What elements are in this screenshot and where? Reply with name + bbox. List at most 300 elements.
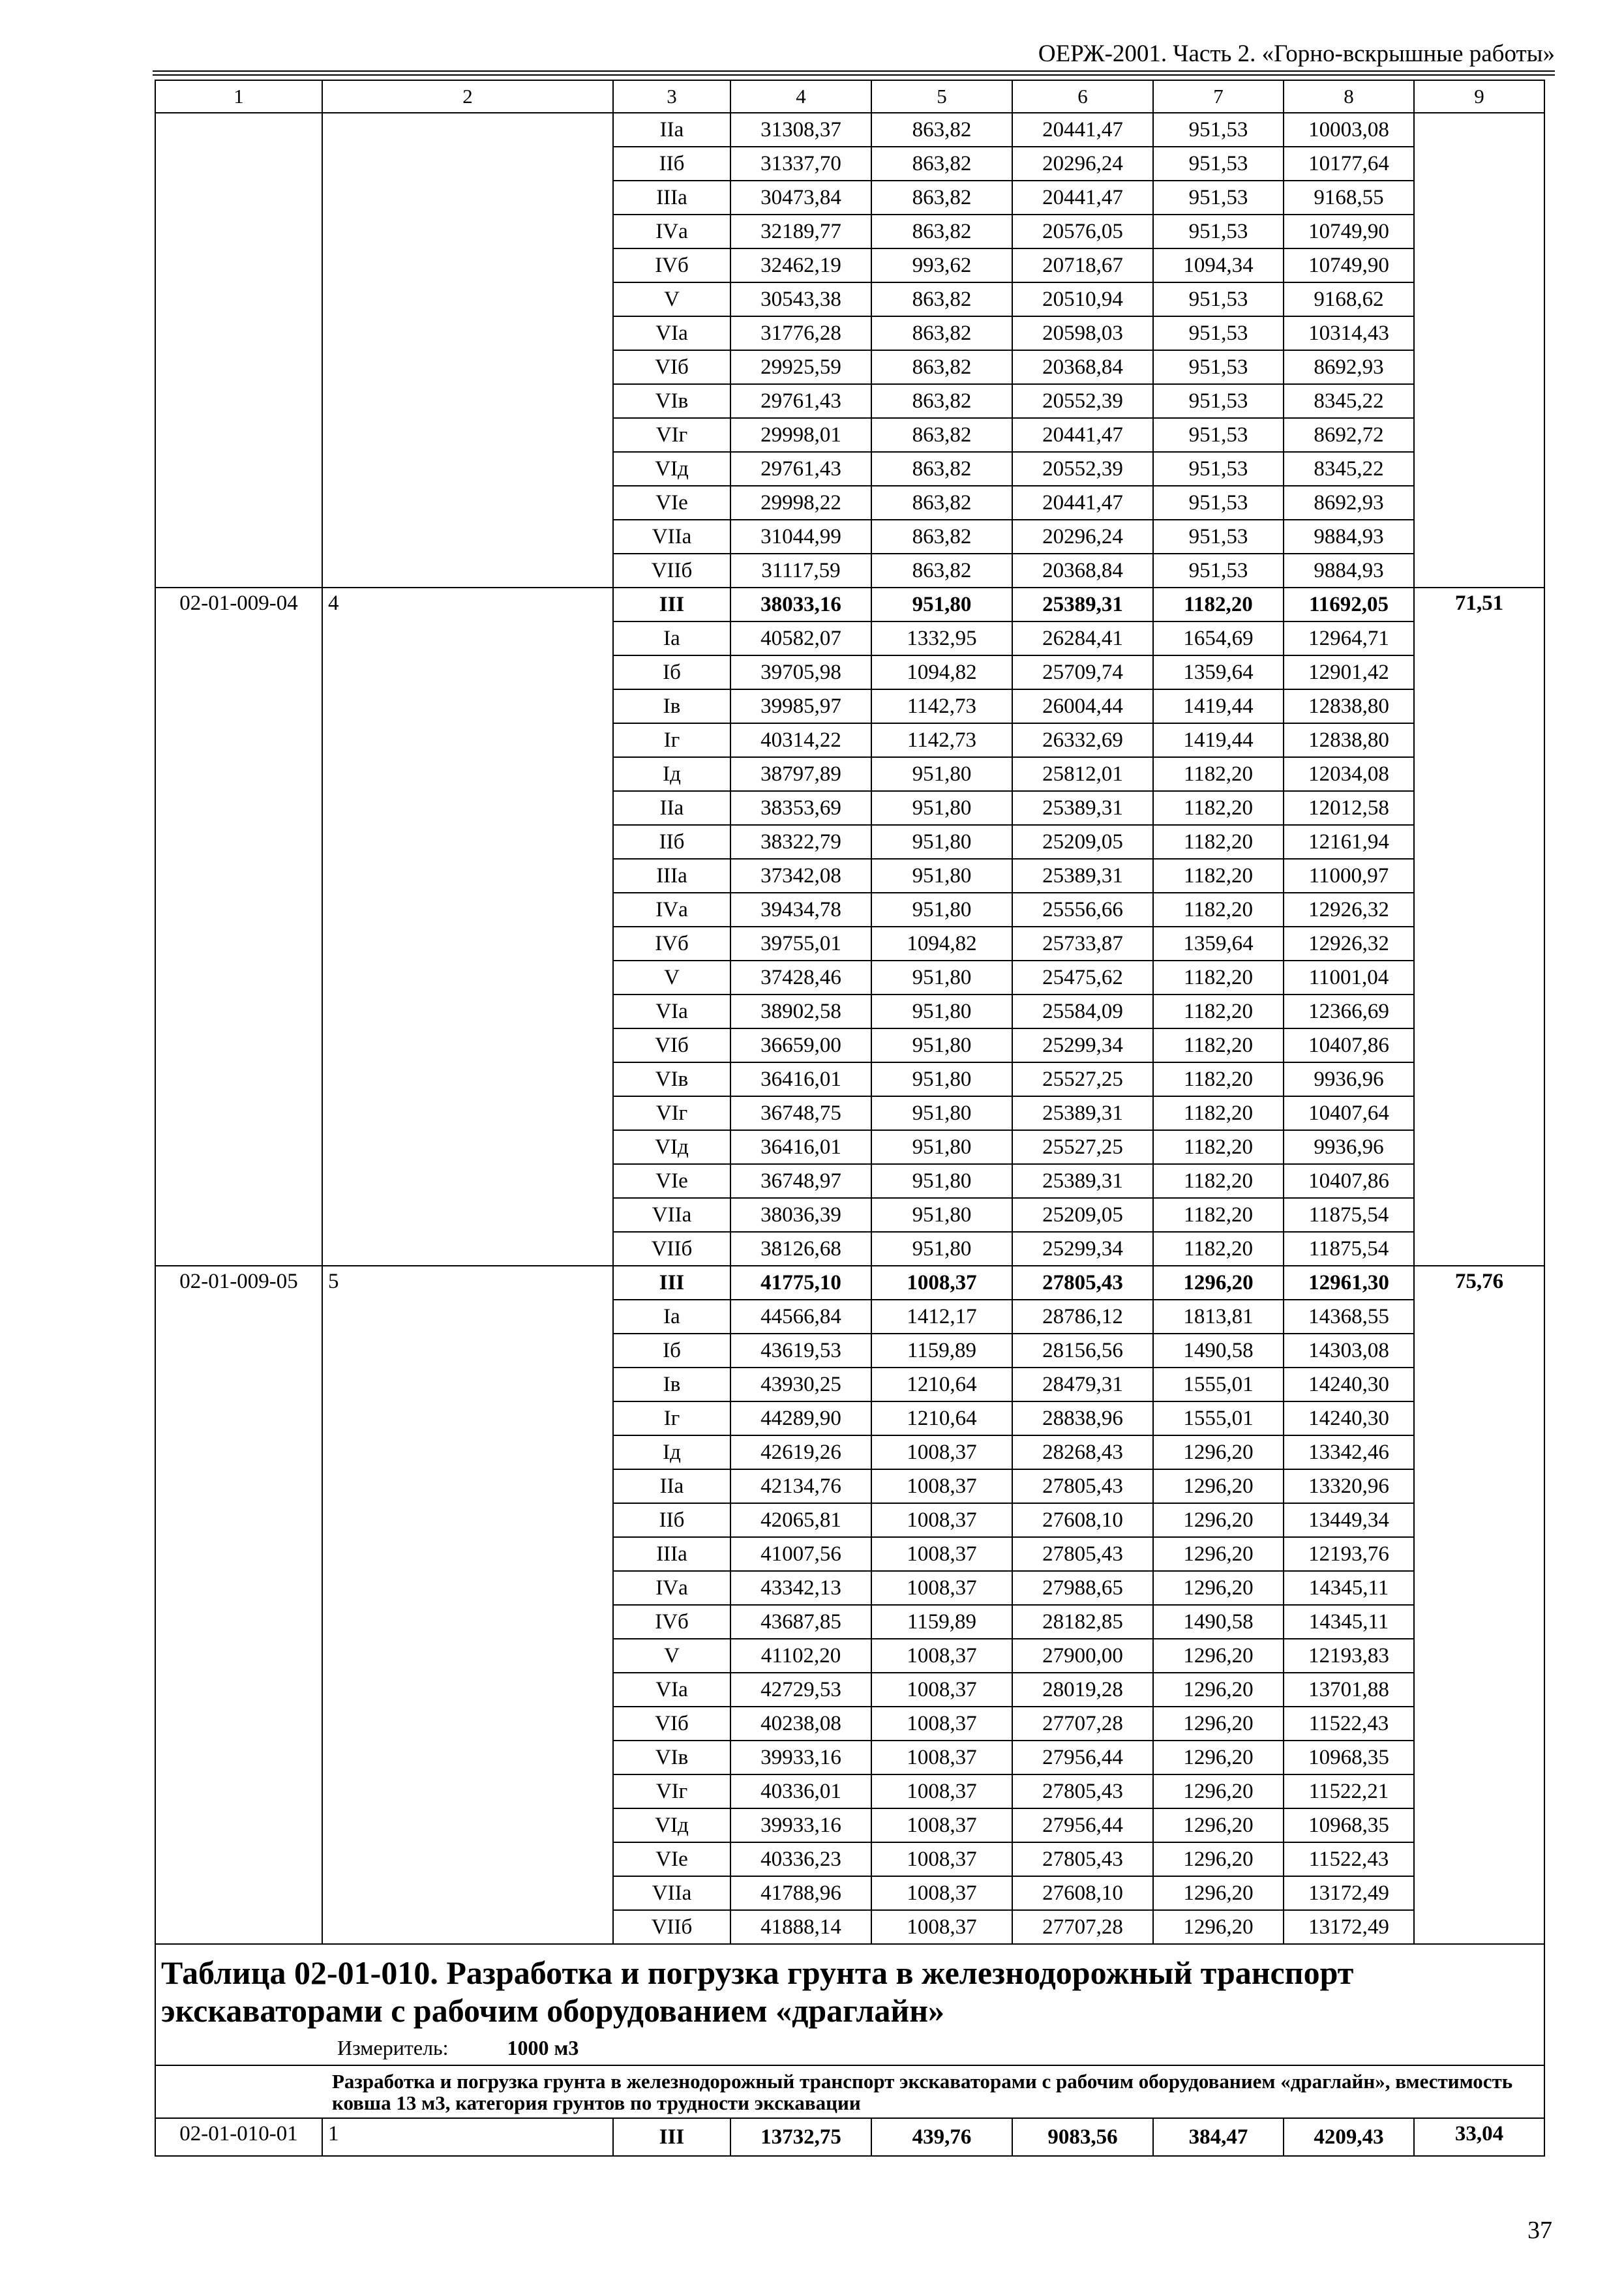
value-col5: 863,82 (871, 282, 1012, 316)
value-col5: 1210,64 (871, 1401, 1012, 1435)
value-col5: 1008,37 (871, 1707, 1012, 1741)
table-010-title-line2: экскаваторами с рабочим оборудованием «драглайн» (161, 1992, 945, 2029)
value-col4: 29761,43 (730, 452, 871, 486)
value-col8: 11692,05 (1284, 588, 1414, 621)
value-col8: 10314,43 (1284, 316, 1414, 350)
value-col6: 27707,28 (1012, 1910, 1153, 1944)
table-010-title-line1: Таблица 02-01-010. Разработка и погрузка грунта в железнодорожный транспорт (161, 1954, 1354, 1991)
soil-category: VIе (613, 1164, 730, 1198)
value-col7: 1182,20 (1153, 588, 1284, 621)
value-col6: 25389,31 (1012, 588, 1153, 621)
meter-value: 1000 м3 (507, 2036, 579, 2059)
value-col7: 951,53 (1153, 350, 1284, 384)
soil-category: VIIа (613, 1198, 730, 1232)
value-col6: 28019,28 (1012, 1673, 1153, 1707)
value-col7: 1654,69 (1153, 621, 1284, 655)
value-col4: 42065,81 (730, 1503, 871, 1537)
value-col7: 1555,01 (1153, 1368, 1284, 1401)
value-col6: 25389,31 (1012, 1164, 1153, 1198)
soil-category: VIг (613, 418, 730, 452)
soil-category: IIа (613, 113, 730, 147)
value-col8: 12161,94 (1284, 825, 1414, 859)
value-col9: 33,04 (1414, 2118, 1544, 2156)
value-col5: 951,80 (871, 1062, 1012, 1096)
value-col7: 1296,20 (1153, 1435, 1284, 1469)
soil-category: IVа (613, 215, 730, 248)
value-col6: 25209,05 (1012, 1198, 1153, 1232)
row-number: 4 (322, 588, 613, 1266)
value-col5: 1008,37 (871, 1469, 1012, 1503)
value-col8: 12193,76 (1284, 1537, 1414, 1571)
soil-category: IVб (613, 1605, 730, 1639)
column-number: 3 (613, 80, 730, 113)
soil-category: Iд (613, 1435, 730, 1469)
soil-category: VIв (613, 384, 730, 418)
value-col5: 1008,37 (871, 1537, 1012, 1571)
table-010-title-cell (155, 1944, 1544, 2065)
soil-category: IIб (613, 1503, 730, 1537)
column-number: 6 (1012, 80, 1153, 113)
value-col5: 951,80 (871, 1096, 1012, 1130)
value-col7: 1296,20 (1153, 1774, 1284, 1808)
value-col5: 863,82 (871, 215, 1012, 248)
rates-table (155, 80, 1545, 2157)
value-col5: 1210,64 (871, 1368, 1012, 1401)
value-col6: 20576,05 (1012, 215, 1153, 248)
value-col4: 13732,75 (730, 2118, 871, 2156)
value-col6: 27956,44 (1012, 1808, 1153, 1842)
soil-category: V (613, 961, 730, 995)
value-col5: 1332,95 (871, 621, 1012, 655)
value-col5: 951,80 (871, 588, 1012, 621)
value-col8: 12901,42 (1284, 655, 1414, 689)
value-col5: 951,80 (871, 757, 1012, 791)
meter-label: Измеритель: (337, 2036, 449, 2059)
value-col6: 27608,10 (1012, 1876, 1153, 1910)
value-col4: 38126,68 (730, 1232, 871, 1266)
value-col4: 31776,28 (730, 316, 871, 350)
value-col7: 1182,20 (1153, 1198, 1284, 1232)
value-col5: 863,82 (871, 554, 1012, 588)
value-col6: 26332,69 (1012, 723, 1153, 757)
value-col8: 13449,34 (1284, 1503, 1414, 1537)
value-col8: 12012,58 (1284, 791, 1414, 825)
row-number: 5 (322, 1266, 613, 1944)
soil-category: Iб (613, 655, 730, 689)
soil-category: VIб (613, 1028, 730, 1062)
value-col9: 71,51 (1414, 588, 1544, 1266)
value-col5: 1008,37 (871, 1910, 1012, 1944)
value-col7: 384,47 (1153, 2118, 1284, 2156)
value-col7: 1419,44 (1153, 723, 1284, 757)
soil-category: VIб (613, 1707, 730, 1741)
table-010-meter (161, 2029, 1544, 2065)
value-col6: 27805,43 (1012, 1774, 1153, 1808)
value-col4: 39434,78 (730, 893, 871, 927)
value-col8: 8692,72 (1284, 418, 1414, 452)
value-col8: 12838,80 (1284, 723, 1414, 757)
value-col4: 32189,77 (730, 215, 871, 248)
value-col7: 1182,20 (1153, 825, 1284, 859)
value-col7: 1296,20 (1153, 1469, 1284, 1503)
soil-category: IIа (613, 791, 730, 825)
page-header: ОЕРЖ-2001. Часть 2. «Горно-вскрышные работы» (1038, 40, 1555, 67)
column-number: 7 (1153, 80, 1284, 113)
value-col8: 13701,88 (1284, 1673, 1414, 1707)
value-col5: 1159,89 (871, 1334, 1012, 1368)
value-col6: 20598,03 (1012, 316, 1153, 350)
value-col5: 439,76 (871, 2118, 1012, 2156)
table-010-title (161, 1945, 1544, 2029)
value-col7: 951,53 (1153, 554, 1284, 588)
value-col8: 12193,83 (1284, 1639, 1414, 1673)
value-col6: 26004,44 (1012, 689, 1153, 723)
soil-category: VIв (613, 1062, 730, 1096)
value-col8: 9884,93 (1284, 554, 1414, 588)
value-col8: 11522,43 (1284, 1707, 1414, 1741)
soil-category: IVа (613, 893, 730, 927)
header-rule (153, 70, 1555, 72)
value-col4: 39985,97 (730, 689, 871, 723)
soil-category: VIIб (613, 1232, 730, 1266)
soil-category: VIд (613, 1130, 730, 1164)
value-col8: 12838,80 (1284, 689, 1414, 723)
value-col6: 25209,05 (1012, 825, 1153, 859)
soil-category: V (613, 1639, 730, 1673)
value-col6: 27988,65 (1012, 1571, 1153, 1605)
value-col5: 951,80 (871, 1130, 1012, 1164)
value-col7: 1296,20 (1153, 1571, 1284, 1605)
value-col5: 863,82 (871, 316, 1012, 350)
value-col4: 41775,10 (730, 1266, 871, 1300)
value-col8: 11522,21 (1284, 1774, 1414, 1808)
value-col9: 75,76 (1414, 1266, 1544, 1944)
value-col8: 8345,22 (1284, 384, 1414, 418)
value-col9 (1414, 113, 1544, 588)
value-col8: 11001,04 (1284, 961, 1414, 995)
value-col7: 951,53 (1153, 418, 1284, 452)
table-row (155, 1266, 1544, 1300)
value-col8: 11522,43 (1284, 1842, 1414, 1876)
soil-category: Iб (613, 1334, 730, 1368)
value-col5: 1008,37 (871, 1673, 1012, 1707)
value-col8: 12926,32 (1284, 927, 1414, 961)
soil-category: VIа (613, 1673, 730, 1707)
value-col7: 1813,81 (1153, 1300, 1284, 1334)
soil-category: VIIб (613, 1910, 730, 1944)
value-col6: 25389,31 (1012, 791, 1153, 825)
value-col6: 25299,34 (1012, 1232, 1153, 1266)
value-col4: 42134,76 (730, 1469, 871, 1503)
soil-category: VIд (613, 1808, 730, 1842)
value-col8: 13342,46 (1284, 1435, 1414, 1469)
value-col4: 36748,97 (730, 1164, 871, 1198)
value-col6: 27900,00 (1012, 1639, 1153, 1673)
value-col5: 863,82 (871, 113, 1012, 147)
value-col8: 9936,96 (1284, 1130, 1414, 1164)
value-col7: 1296,20 (1153, 1910, 1284, 1944)
value-col6: 25475,62 (1012, 961, 1153, 995)
page-number: 37 (1527, 2217, 1552, 2244)
soil-category: VIв (613, 1741, 730, 1774)
value-col8: 9884,93 (1284, 520, 1414, 554)
value-col7: 1182,20 (1153, 1028, 1284, 1062)
value-col8: 12366,69 (1284, 995, 1414, 1028)
value-col7: 1182,20 (1153, 1130, 1284, 1164)
soil-category: V (613, 282, 730, 316)
value-col4: 39755,01 (730, 927, 871, 961)
value-col4: 36416,01 (730, 1062, 871, 1096)
value-col5: 863,82 (871, 520, 1012, 554)
soil-category: VIIа (613, 520, 730, 554)
value-col7: 1182,20 (1153, 859, 1284, 893)
value-col7: 951,53 (1153, 452, 1284, 486)
value-col7: 1182,20 (1153, 995, 1284, 1028)
value-col5: 951,80 (871, 1232, 1012, 1266)
value-col4: 40336,23 (730, 1842, 871, 1876)
column-number: 1 (155, 80, 322, 113)
value-col4: 38036,39 (730, 1198, 871, 1232)
value-col5: 951,80 (871, 825, 1012, 859)
value-col6: 20441,47 (1012, 181, 1153, 215)
value-col7: 1182,20 (1153, 893, 1284, 927)
soil-category: VIа (613, 316, 730, 350)
value-col8: 14240,30 (1284, 1401, 1414, 1435)
value-col5: 1412,17 (871, 1300, 1012, 1334)
value-col7: 1182,20 (1153, 1062, 1284, 1096)
value-col6: 25733,87 (1012, 927, 1153, 961)
value-col4: 41102,20 (730, 1639, 871, 1673)
soil-category: IIб (613, 825, 730, 859)
table-010-title-row (155, 1944, 1544, 2065)
value-col5: 1008,37 (871, 1435, 1012, 1469)
value-col7: 1296,20 (1153, 1639, 1284, 1673)
value-col8: 4209,43 (1284, 2118, 1414, 2156)
value-col5: 1008,37 (871, 1571, 1012, 1605)
column-number: 4 (730, 80, 871, 113)
value-col6: 27805,43 (1012, 1266, 1153, 1300)
value-col8: 11875,54 (1284, 1198, 1414, 1232)
value-col6: 27956,44 (1012, 1741, 1153, 1774)
value-col4: 31117,59 (730, 554, 871, 588)
value-col6: 20296,24 (1012, 520, 1153, 554)
value-col6: 20441,47 (1012, 486, 1153, 520)
value-col7: 951,53 (1153, 384, 1284, 418)
soil-category: Iа (613, 621, 730, 655)
value-col4: 39933,16 (730, 1741, 871, 1774)
value-col7: 1296,20 (1153, 1707, 1284, 1741)
value-col5: 863,82 (871, 350, 1012, 384)
value-col7: 951,53 (1153, 113, 1284, 147)
value-col7: 1359,64 (1153, 927, 1284, 961)
value-col8: 14303,08 (1284, 1334, 1414, 1368)
value-col4: 40336,01 (730, 1774, 871, 1808)
value-col6: 27805,43 (1012, 1537, 1153, 1571)
value-col8: 14345,11 (1284, 1605, 1414, 1639)
value-col5: 1008,37 (871, 1876, 1012, 1910)
value-col7: 1490,58 (1153, 1605, 1284, 1639)
table-row (155, 2118, 1544, 2156)
value-col7: 1182,20 (1153, 791, 1284, 825)
soil-category: IVа (613, 1571, 730, 1605)
header-rule-double (153, 74, 1555, 76)
value-col4: 32462,19 (730, 248, 871, 282)
rate-code: 02-01-009-04 (155, 588, 322, 1266)
value-col4: 38797,89 (730, 757, 871, 791)
soil-category: III (613, 1266, 730, 1300)
value-col6: 20368,84 (1012, 554, 1153, 588)
value-col7: 951,53 (1153, 181, 1284, 215)
value-col6: 28156,56 (1012, 1334, 1153, 1368)
value-col7: 1182,20 (1153, 1164, 1284, 1198)
value-col5: 863,82 (871, 486, 1012, 520)
value-col8: 14368,55 (1284, 1300, 1414, 1334)
value-col5: 951,80 (871, 1028, 1012, 1062)
value-col8: 12964,71 (1284, 621, 1414, 655)
value-col5: 1008,37 (871, 1741, 1012, 1774)
value-col4: 43342,13 (730, 1571, 871, 1605)
value-col4: 38033,16 (730, 588, 871, 621)
column-number-row (155, 80, 1544, 113)
value-col7: 951,53 (1153, 215, 1284, 248)
value-col8: 10968,35 (1284, 1741, 1414, 1774)
value-col6: 28182,85 (1012, 1605, 1153, 1639)
value-col8: 8692,93 (1284, 350, 1414, 384)
value-col5: 863,82 (871, 452, 1012, 486)
value-col7: 1555,01 (1153, 1401, 1284, 1435)
value-col6: 25527,25 (1012, 1062, 1153, 1096)
value-col8: 13172,49 (1284, 1876, 1414, 1910)
value-col7: 1296,20 (1153, 1537, 1284, 1571)
value-col4: 44566,84 (730, 1300, 871, 1334)
value-col4: 29761,43 (730, 384, 871, 418)
soil-category: VIг (613, 1096, 730, 1130)
table-010-description: Разработка и погрузка грунта в железнодорожный транспорт экскаваторами с рабочим оборудованием «драглайн», вместимость ковша 13 м3, категория грунтов по трудности экскавации (155, 2065, 1544, 2118)
value-col8: 12961,30 (1284, 1266, 1414, 1300)
value-col5: 951,80 (871, 791, 1012, 825)
value-col8: 13320,96 (1284, 1469, 1414, 1503)
value-col6: 20552,39 (1012, 452, 1153, 486)
table-010-description-row (155, 2065, 1544, 2118)
value-col5: 1008,37 (871, 1266, 1012, 1300)
value-col6: 28786,12 (1012, 1300, 1153, 1334)
value-col4: 41788,96 (730, 1876, 871, 1910)
value-col8: 12034,08 (1284, 757, 1414, 791)
value-col5: 1008,37 (871, 1808, 1012, 1842)
value-col5: 863,82 (871, 147, 1012, 181)
value-col4: 29998,22 (730, 486, 871, 520)
value-col6: 25389,31 (1012, 1096, 1153, 1130)
value-col6: 20368,84 (1012, 350, 1153, 384)
value-col6: 28268,43 (1012, 1435, 1153, 1469)
value-col7: 1419,44 (1153, 689, 1284, 723)
value-col4: 29925,59 (730, 350, 871, 384)
rate-code (155, 113, 322, 588)
table-row (155, 588, 1544, 621)
column-number: 8 (1284, 80, 1414, 113)
soil-category: VIа (613, 995, 730, 1028)
row-number (322, 113, 613, 588)
value-col4: 31044,99 (730, 520, 871, 554)
value-col6: 20441,47 (1012, 113, 1153, 147)
value-col5: 951,80 (871, 995, 1012, 1028)
value-col4: 44289,90 (730, 1401, 871, 1435)
value-col4: 38353,69 (730, 791, 871, 825)
soil-category: Iв (613, 689, 730, 723)
value-col7: 1296,20 (1153, 1842, 1284, 1876)
soil-category: IIIа (613, 181, 730, 215)
value-col4: 36748,75 (730, 1096, 871, 1130)
value-col5: 863,82 (871, 384, 1012, 418)
value-col8: 10407,64 (1284, 1096, 1414, 1130)
value-col7: 1296,20 (1153, 1741, 1284, 1774)
table-row (155, 113, 1544, 147)
value-col8: 8345,22 (1284, 452, 1414, 486)
soil-category: VIе (613, 486, 730, 520)
value-col4: 31337,70 (730, 147, 871, 181)
soil-category: IIIа (613, 859, 730, 893)
value-col7: 1182,20 (1153, 1232, 1284, 1266)
value-col5: 1008,37 (871, 1639, 1012, 1673)
soil-category: VIд (613, 452, 730, 486)
value-col5: 1008,37 (871, 1774, 1012, 1808)
value-col8: 10177,64 (1284, 147, 1414, 181)
value-col4: 42619,26 (730, 1435, 871, 1469)
value-col6: 25527,25 (1012, 1130, 1153, 1164)
value-col7: 1182,20 (1153, 757, 1284, 791)
value-col8: 9168,62 (1284, 282, 1414, 316)
value-col4: 38322,79 (730, 825, 871, 859)
value-col4: 43687,85 (730, 1605, 871, 1639)
value-col5: 1094,82 (871, 927, 1012, 961)
value-col7: 951,53 (1153, 147, 1284, 181)
soil-category: III (613, 2118, 730, 2156)
value-col5: 1008,37 (871, 1842, 1012, 1876)
soil-category: Iд (613, 757, 730, 791)
value-col8: 8692,93 (1284, 486, 1414, 520)
value-col4: 31308,37 (730, 113, 871, 147)
value-col8: 11000,97 (1284, 859, 1414, 893)
soil-category: Iг (613, 723, 730, 757)
value-col5: 863,82 (871, 181, 1012, 215)
value-col4: 41007,56 (730, 1537, 871, 1571)
value-col7: 1094,34 (1153, 248, 1284, 282)
value-col7: 1182,20 (1153, 961, 1284, 995)
column-number: 5 (871, 80, 1012, 113)
soil-category: VIIа (613, 1876, 730, 1910)
value-col6: 27805,43 (1012, 1842, 1153, 1876)
value-col8: 10407,86 (1284, 1164, 1414, 1198)
value-col8: 10749,90 (1284, 215, 1414, 248)
rate-code: 02-01-009-05 (155, 1266, 322, 1944)
value-col6: 27608,10 (1012, 1503, 1153, 1537)
value-col4: 43930,25 (730, 1368, 871, 1401)
value-col5: 863,82 (871, 418, 1012, 452)
value-col4: 40582,07 (730, 621, 871, 655)
soil-category: III (613, 588, 730, 621)
value-col4: 39933,16 (730, 1808, 871, 1842)
soil-category: Iг (613, 1401, 730, 1435)
value-col5: 951,80 (871, 1198, 1012, 1232)
value-col8: 10968,35 (1284, 1808, 1414, 1842)
value-col5: 1142,73 (871, 723, 1012, 757)
value-col6: 20510,94 (1012, 282, 1153, 316)
value-col5: 951,80 (871, 859, 1012, 893)
column-number: 2 (322, 80, 613, 113)
value-col8: 12926,32 (1284, 893, 1414, 927)
value-col6: 20552,39 (1012, 384, 1153, 418)
value-col8: 14240,30 (1284, 1368, 1414, 1401)
